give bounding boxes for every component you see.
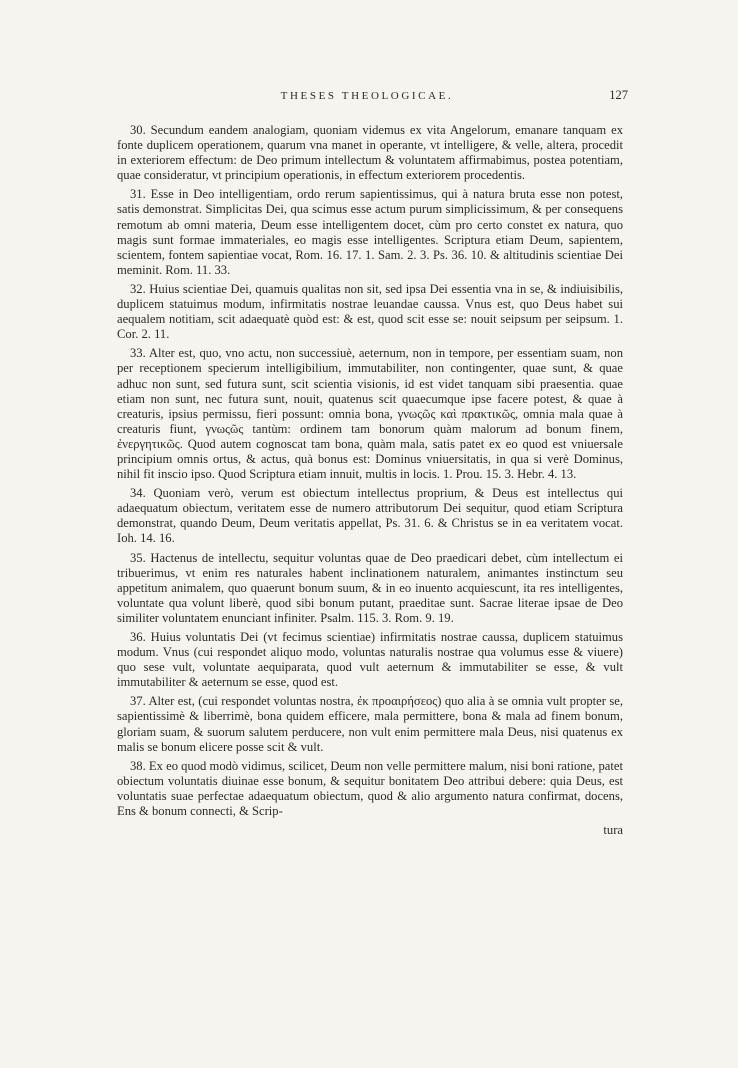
paragraph-31: 31. Esse in Deo intelligentiam, ordo rerum sapientissimus, qui à natura bruta esse non potest, satis demonstrat. Simplicitas Dei, qua scimus esse actum purum simplicissimum, & per consequens remotum ab omni materia, Deum esse intelligentem docet, cùm pro certo constet ex natura, quo magis sunt formae immateriales, eo magis esse intelligentes. Scriptura etiam Deum, sapientem, scientem, fontem sapientiae vocat, Rom. 16. 17. 1. Sam. 2. 3. Ps. 36. 10. & altitudinis scientiae Dei meminit. Rom. 11. 33. [117,187,623,277]
paragraph-30: 30. Secundum eandem analogiam, quoniam videmus ex vita Angelorum, emanare tanquam ex fonte duplicem operationem, quarum vna manet in operante, vt intelligere, & velle, altera, procedit in exteriorem effectum: de Deo primum intellectum & voluntatem affirmabimus, postea potentiam, quae consideratur, vt principium operationis, in effectum exteriorem procedentis. [117,123,623,183]
paragraph-34: 34. Quoniam verò, verum est obiectum intellectus proprium, & Deus est intellectus qui adaequatum obiectum, veritatem esse de numero attributorum Dei sequitur, quod etiam Scriptura demonstrat, quando Deum, Deum veritatis appellat, Ps. 31. 6. & Christus se in ea veritatem vocat. Ioh. 14. 16. [117,486,623,546]
text-body [117,123,623,838]
paragraph-32: 32. Huius scientiae Dei, quamuis qualitas non sit, sed ipsa Dei essentia vna in se, & indiuisibilis, duplicem statuimus modum, infirmitatis nostrae leuandae caussa. Vnus est, quo Deus habet sui aequalem notitiam, scit adaequatè quòd est: & est, quod scit esse se: nouit seipsum per seipsum. 1. Cor. 2. 11. [117,281,623,342]
page-number: 127 [609,88,628,102]
paragraph-38: 38. Ex eo quod modò vidimus, scilicet, Deum non velle permittere malum, nisi boni ratione, patet obiectum voluntatis diuinae esse bonum, & sequitur bonitatem Deo attribui debere: quia Deus, est voluntatis suae perfectae adaequatum obiectum, quod & alio argumento natura confirmat, docens, Ens & bonum connecti, & Scrip- [117,758,623,819]
page-header [112,88,628,108]
paragraph-36: 36. Huius voluntatis Dei (vt fecimus scientiae) infirmitatis nostrae caussa, duplicem statuimus modum. Vnus (cui respondet aliquo modo, voluntas naturalis nostrae qua volumus esse & viuere) quo sese vult, voluntate aequiparata, quod vult aeternum & immutabiliter se esse, & vult immutabiliter & aeternum se esse, quod est. [117,630,623,690]
paragraph-33: 33. Alter est, quo, vno actu, non successiuè, aeternum, non in tempore, per essentiam suam, non per receptionem specierum intelligibilium, immutabiliter, non contingenter, quae sunt, & quae adhuc non sunt, sed futura sunt, scit scientia visionis, id est videt tanquam sibi praesentia. quae etiam non sunt, nec futura sunt, nouit, quatenus scit quaecumque ipse facere potest, & quae à creaturis, ipsius permissu, fieri possunt: omnia bona, γνωςῶς καὶ πρακτικῶς, omnia mala quae à creaturis fiunt, γνωςῶς tantùm: ordinem tam bonorum quàm malorum ad bonum finem, ἐνεργητικῶς. Quod autem cognoscat tam bona, quàm mala, satis patet ex eo quod est vniuersale principium omnis ortus, & actus, quà bonus est: Dominus vniuersitatis, in qua si verè Dominus, nihil fit inscio ipso. Quod Scriptura etiam innuit, multis in locis. 1. Prou. 15. 3. Hebr. 4. 13. [117,346,623,482]
paragraph-35: 35. Hactenus de intellectu, sequitur voluntas quae de Deo praedicari debet, cùm intellectum ei tribuerimus, vt enim res naturales habent inclinationem naturalem, animantes instinctum seu appetitum animalem, quo quaerunt bonum suum, & in eo inuento acquiescunt, ita res intelligentes, voluntate qua volunt liberè, quod sibi bonum putant, praeditae sunt. Sacrae literae ipsae de Deo similiter voluntatem enunciant infiniter. Psalm. 115. 3. Rom. 9. 19. [117,550,623,625]
paragraph-37: 37. Alter est, (cui respondet voluntas nostra, ἐκ προαιρήσεος) quo alia à se omnia vult propter se, sapientissimè & liberrimè, bona quidem efficere, mala permittere, bona & mala ad finem bonum, gloriam suam, & suorum salutem perducere, non vult enim permittere mala Deus, nisi quatenus ex malis se bonum elicere posse scit & vult. [117,694,623,754]
running-title: THESES THEOLOGICAE. [280,90,454,102]
catchword: tura [603,823,623,838]
